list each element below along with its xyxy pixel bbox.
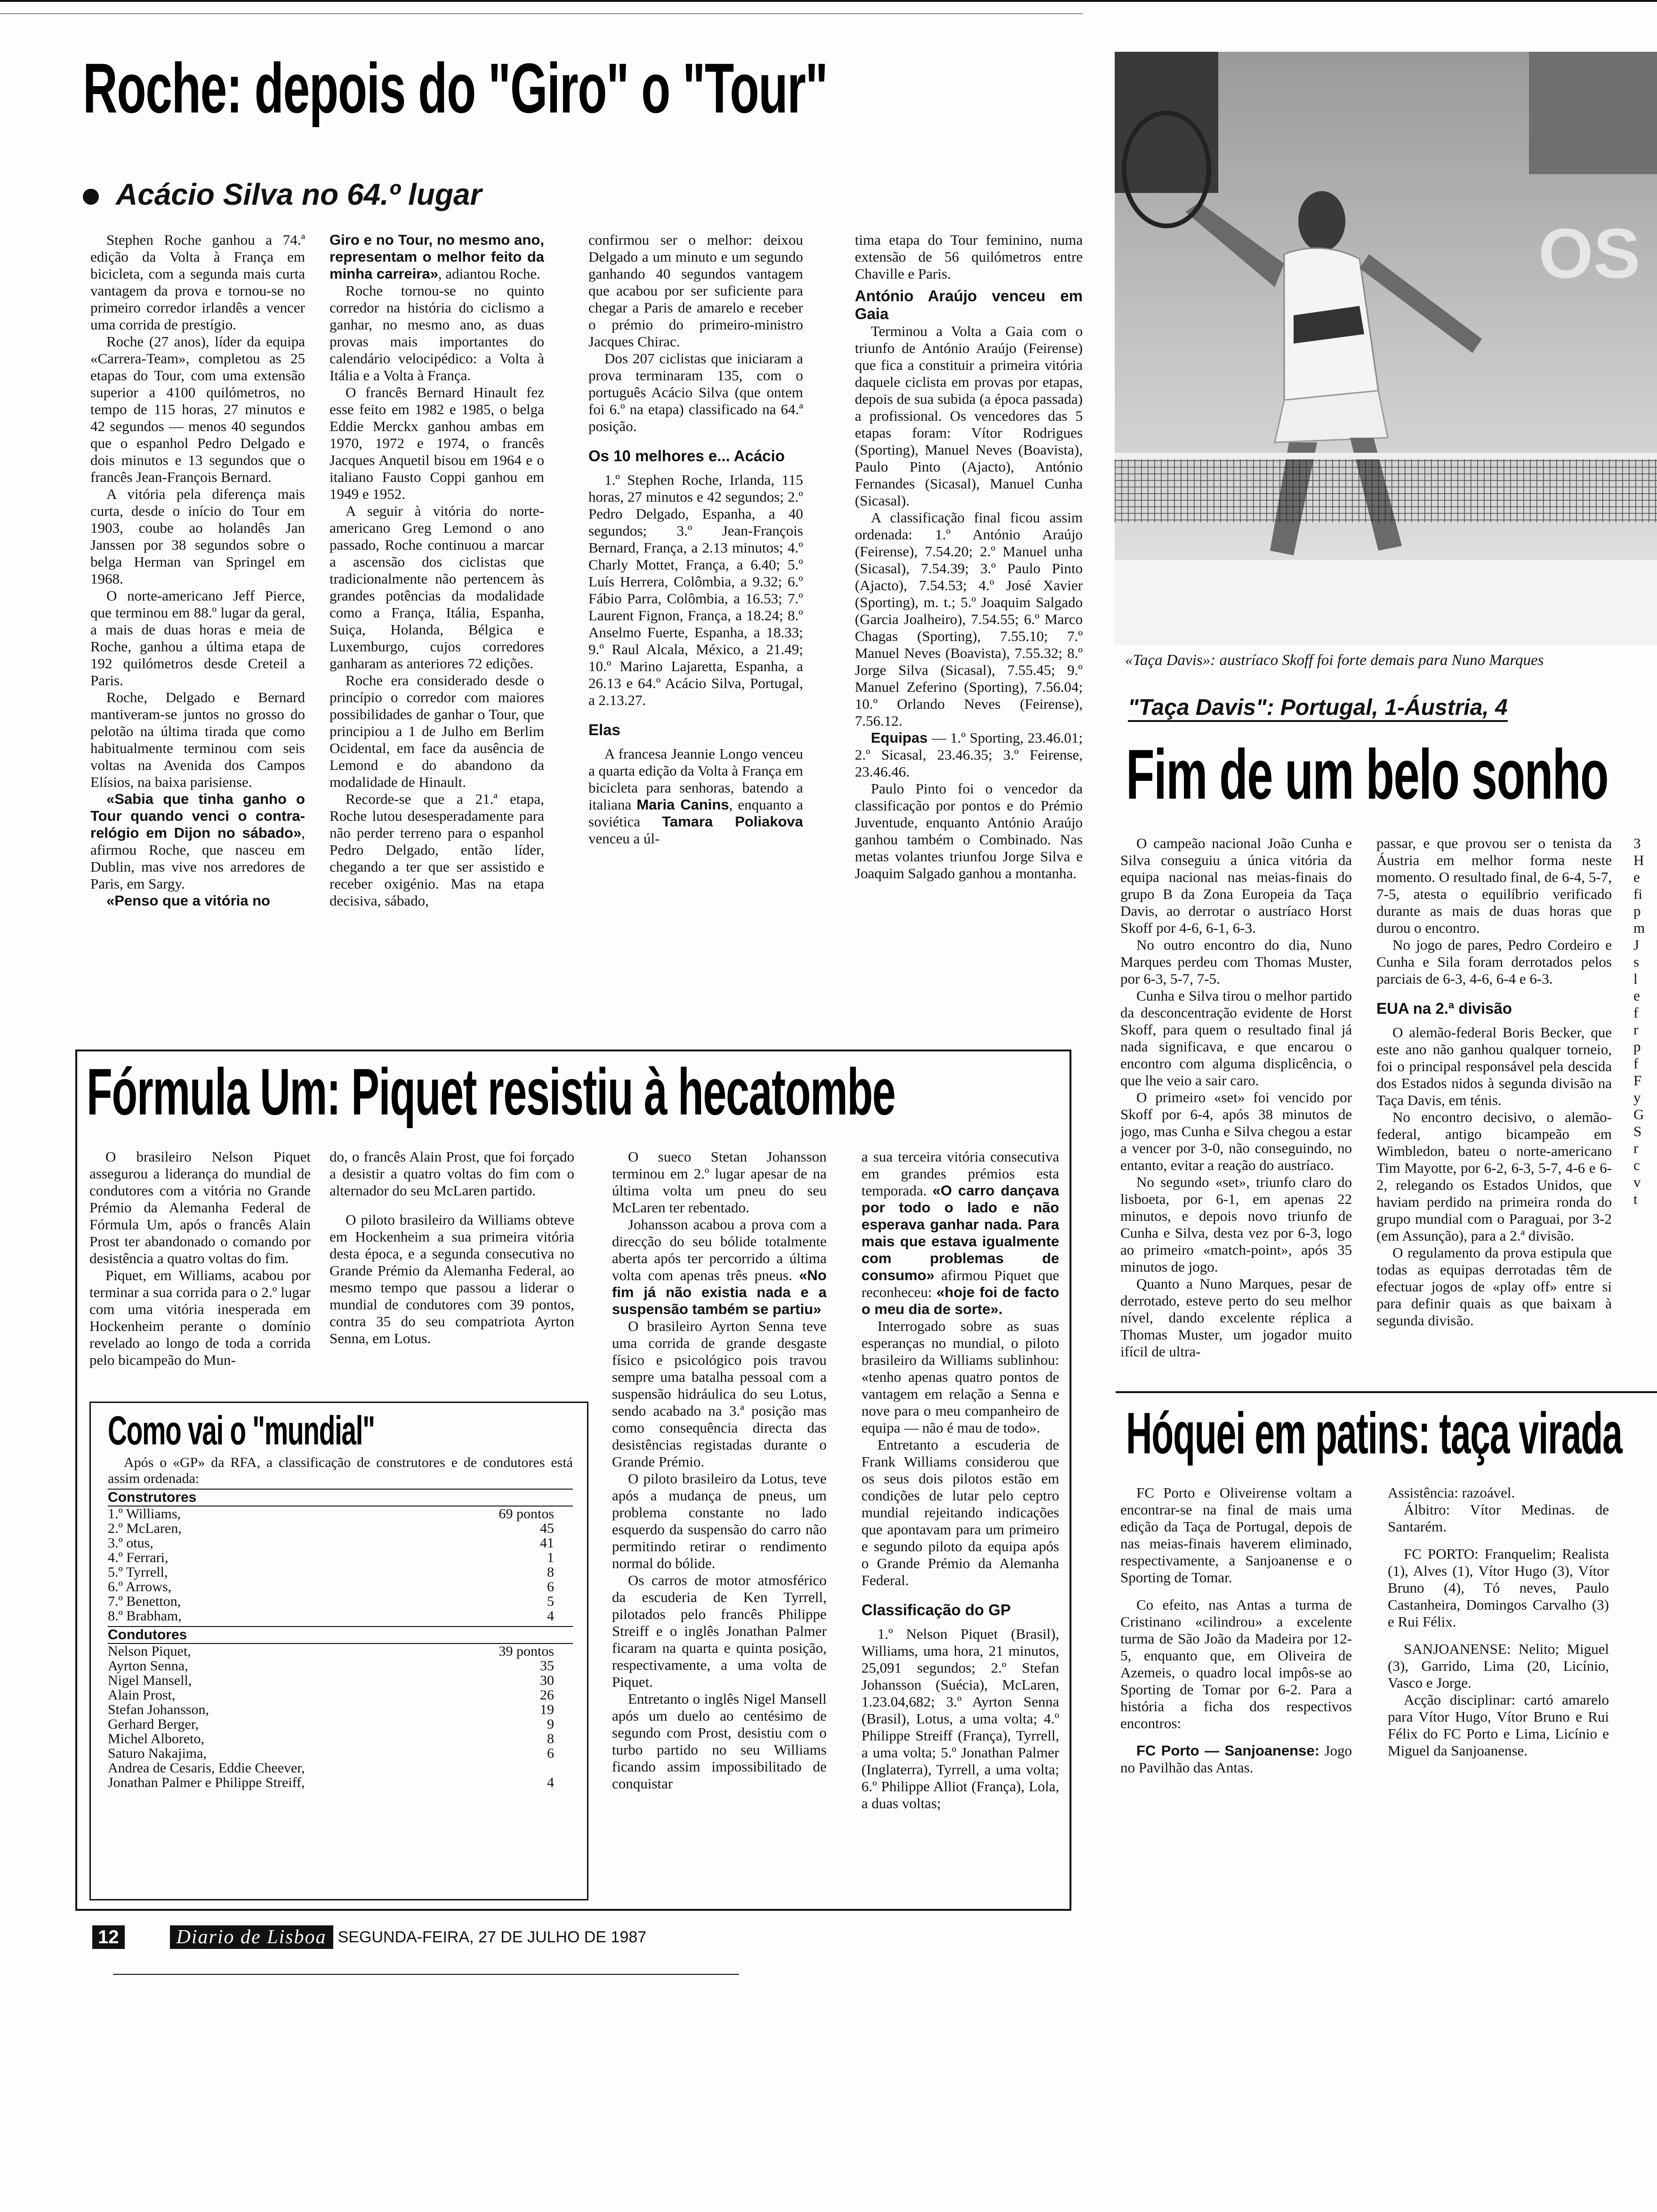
standings-name: Ayrton Senna,: [108, 1658, 188, 1674]
davis-column-1: [1120, 835, 1352, 1386]
paragraph: passar, e que provou ser o tenista da Áustria em melhor forma neste momento. O resultado final, de 6-4, 5-7, 7-5, atesta o equilíbrio verificado durante as mais de duas horas que durou o encontro.: [1376, 835, 1612, 936]
clipped-text: p: [1633, 903, 1641, 919]
paragraph: O alemão-federal Boris Becker, que este ano não ganhou qualquer torneio, foi o principal responsável pela descida dos Estados nidos à segunda divisão na Taça Davis, em ténis.: [1376, 1024, 1612, 1108]
clipped-text: r: [1633, 1140, 1639, 1156]
standings-name: Stefan Johansson,: [108, 1702, 209, 1717]
issue-date: SEGUNDA-FEIRA, 27 DE JULHO DE 1987: [338, 1928, 647, 1946]
davis-column-3-clipped: [1633, 835, 1657, 1386]
quote: Giro e no Tour, no mesmo ano, representam o melhor feito da minha carreira»: [330, 232, 544, 282]
text: Johansson acabou a prova com a direcção do seu bólide totalmente aberta após ter percorrido a última volta com apenas três pneus.: [612, 1216, 827, 1283]
standings-row: [108, 1761, 573, 1775]
paragraph: do, o francês Alain Prost, que foi forçado a desistir a quatro voltas do fim com o alternador do seu McLaren partido.: [330, 1148, 574, 1199]
paragraph: Quanto a Nuno Marques, pesar de derrotado, esteve perto do seu melhor nível, dando excelente réplica a Thomas Muster, um jogador muito ifícil de ultra-: [1120, 1275, 1352, 1360]
quote: «O carro dançava por todo o lado e não esperava ganhar nada. Para mais que estava igualmente com problemas de consumo»: [861, 1182, 1059, 1283]
standings-points: 26: [540, 1687, 554, 1703]
paragraph: [1120, 1742, 1352, 1776]
paragraph: No jogo de pares, Pedro Cordeiro e Cunha e Sila foram derrotados pelos parciais de 6-3, 4-6, 6-4 e 6-3.: [1376, 937, 1612, 987]
standings-row: [108, 1579, 573, 1594]
paragraph: [90, 791, 305, 892]
paragraph: O piloto brasileiro da Lotus, teve após a mudança de pneus, um problema constante no lado esquerdo da suspensão do carro não permitindo retirar o rendimento normal do bólide.: [612, 1470, 827, 1571]
standings-name: Nelson Piquet,: [108, 1643, 191, 1659]
standings-row: [108, 1644, 573, 1659]
bold-name: Tamara Poliakova: [662, 813, 803, 830]
standings-points: 4: [547, 1775, 554, 1790]
paragraph: Roche era considerado desde o princípio o corredor com maiores possibilidades de ganhar o Tour, que principiou a 1 de Julho em Berlim Ocidental, em face da ausência de Lemond e do abandono da modalidade de Hinault.: [330, 672, 544, 790]
paragraph: Dos 207 ciclistas que iniciaram a prova terminaram 135, com o português Acácio Silva (que ontem foi 6.º na etapa) classificado na 64.ª posição.: [588, 350, 803, 434]
standings-name: Alain Prost,: [108, 1687, 176, 1703]
paragraph: Co efeito, nas Antas a turma de Cristinano «cilindrou» a excelente turma de São João da Madeira por 12-5, enquanto que, em Oliveira de Azemeis, o quadro local impôs-se ao Sporting de Tomar por 6-2. Para a história a ficha dos respectivos encontros:: [1120, 1596, 1352, 1731]
standings-row: [108, 1717, 573, 1731]
bold-label: Equipas: [871, 729, 928, 746]
paragraph: O piloto brasileiro da Williams obteve em Hockenheim a sua primeira vitória desta época, e a segunda consecutiva no Grande Prémio da Alemanha Federal, ao mesmo tempo que passou a liderar o mundial de condutores com 39 pontos, contra 35 do seu compatriota Ayrton Senna, em Lotus.: [330, 1211, 574, 1346]
standings-points: 41: [540, 1535, 554, 1551]
clipped-text: l: [1633, 970, 1638, 987]
quote: «Penso que a vitória no: [106, 892, 270, 909]
text: Jogo no Pavilhão das Antas.: [1120, 1742, 1352, 1776]
f1-column-4: [861, 1148, 1059, 1901]
hoquei-column-2: [1388, 1484, 1609, 1908]
tour-column-2: [330, 232, 544, 1036]
standings-name: Michel Alboreto,: [108, 1731, 204, 1747]
standings-points: 4: [547, 1608, 554, 1624]
paragraph: Álbitro: Vítor Medinas. de Santarém.: [1388, 1501, 1609, 1535]
top-rule: [0, 0, 1657, 2]
quote: «No fim já não existia nada e a suspensão também se partiu»: [612, 1267, 827, 1317]
clipped-text: H: [1633, 852, 1644, 868]
drivers-header: Condutores: [108, 1626, 573, 1644]
drivers-table: [108, 1644, 573, 1790]
paragraph: Entretanto o inglês Nigel Mansell após um duelo ao centésimo de segundo com Prost, desistiu com o turbo partido no seu Williams ficando assim impossibilitado de conquistar: [612, 1691, 827, 1792]
paragraph: Piquet, em Williams, acabou por terminar a sua corrida para o 2.º lugar com uma vitória inesperada em Hockenheim perante o domínio revelado ao longo de toda a corrida pelo bicampeão do Mun-: [89, 1267, 311, 1368]
text: , enquanto a soviética: [588, 796, 803, 830]
page-footer: [92, 1925, 742, 1949]
clipped-text: F: [1633, 1072, 1642, 1089]
quote: «hoje foi de facto o meu dia de sorte».: [861, 1284, 1059, 1317]
paragraph: FC Porto e Oliveirense voltam a encontrar-se na final de mais uma edição da Taça de Portugal, depois de nas meias-finais haverem eliminado, respectivamente, a Sanjoanense e o Sporting de Tomar.: [1120, 1484, 1352, 1586]
bullet-icon: [83, 189, 99, 205]
tour-kicker: [83, 178, 482, 211]
tour-column-3: [588, 232, 803, 1036]
standings-name: Gerhard Berger,: [108, 1716, 199, 1732]
standings-row: [108, 1673, 573, 1688]
standings-row: [108, 1550, 573, 1565]
tennis-player-image: [1115, 52, 1657, 645]
standings-name: Andrea de Cesaris, Eddie Cheever,: [108, 1760, 305, 1776]
paragraph: Stephen Roche ganhou a 74.ª edição da Volta à França em bicicleta, com a segunda mais curta vantagem da prova e tornou-se no primeiro corredor irlandês a vencer uma corrida de prestígio.: [90, 232, 305, 333]
clipped-text: J: [1633, 937, 1640, 953]
standings-points: 69 pontos: [499, 1506, 554, 1522]
clipped-text: S: [1633, 1123, 1642, 1139]
hoquei-headline: Hóquei em patins: taça virada: [1126, 1401, 1622, 1466]
clipped-text: fi: [1633, 886, 1642, 902]
standings-box: [89, 1402, 588, 1900]
subheading: EUA na 2.ª divisão: [1376, 1000, 1512, 1017]
paragraph: [90, 892, 305, 909]
top-rule-thin: [0, 13, 1083, 14]
standings-points: 5: [547, 1594, 554, 1609]
text: a sua terceira vitória consecutiva em grandes prémios esta temporada.: [861, 1148, 1059, 1199]
paragraph: O brasileiro Ayrton Senna teve uma corrida de grande desgaste físico e psicológico pois travou sempre uma batalha pessoal com a suspensão hidráulica do seu Lotus, sendo acabado na 3.ª posição mas como consequência directa das desistências registadas durante o Grande Prémio.: [612, 1318, 827, 1470]
paragraph: Roche (27 anos), líder da equipa «Carrera-Team», completou as 25 etapas do Tour, com uma extensão superior a 4100 quilómetros, no tempo de 115 horas, 27 minutos e 42 segundos — menos 40 segundos que o espanhol Pedro Delgado e dois minutos e 13 segundos que o francês Jean-François Bernard.: [90, 333, 305, 485]
f1-headline: Fórmula Um: Piquet resistiu à hecatombe: [87, 1055, 895, 1129]
standings-name: Jonathan Palmer e Philippe Streiff,: [108, 1775, 305, 1790]
paragraph: Os carros de motor atmosférico da escuderia de Ken Tyrrell, pilotados pelo francês Philippe Streiff e o inglês Jonathan Palmer ficaram na quarta e quinta posição, respectivamente, a uma volta de Piquet.: [612, 1572, 827, 1690]
standings-row: [108, 1688, 573, 1702]
match-label: FC Porto — Sanjoanense:: [1136, 1742, 1319, 1759]
clipped-text: f: [1633, 1004, 1639, 1021]
standings-title: Como vai o "mundial": [108, 1408, 375, 1453]
standings-row: [108, 1659, 573, 1673]
standings-points: 39 pontos: [499, 1643, 554, 1659]
standings-intro: Após o «GP» da RFA, a classificação de construtores e de condutores está assim ordenada:: [108, 1455, 573, 1486]
quote: «Sabia que tinha ganho o Tour quando venci o contra-relógio em Dijon no sábado»: [90, 791, 305, 841]
paragraph: A classificação final ficou assim ordenada: 1.º António Araújo (Feirense), 7.54.20; 2.º Manuel unha (Sicasal), 7.54.39; 3.º Paulo Pinto (Ajacto), 7.54.53; 4.º José Xavier (Sporting), m. t.; 5.º Joaquim Salgado (Garcia Joalheiro), 7.54.55; 6.º Marco Chagas (Sporting), 7.55.10; 7.º Manuel Neves (Boavista), 7.55.32; 8.º Jorge Silva (Sicasal), 7.55.45; 9.º Manuel Zeferino (Sporting), 7.56.04; 10.º Orlando Neves (Feirense), 7.56.12.: [855, 509, 1083, 729]
standings-row: [108, 1775, 573, 1790]
hoquei-column-1: [1120, 1484, 1352, 1908]
paragraph: [588, 745, 803, 847]
paragraph: Acção disciplinar: cartó amarelo para Vítor Hugo, Vítor Bruno e Rui Félix do FC Porto e Lima, Licínio e Miguel da Sanjoanense.: [1388, 1691, 1609, 1759]
standings-points: 19: [540, 1702, 554, 1717]
paragraph: A seguir à vitória do norte-americano Greg Lemond o ano passado, Roche continuou a marcar a ascensão dos ciclistas que tradicionalmente não pertencem às grandes potências da modalidade como a França, Itália, Espanha, Suiça, Holanda, Bélgica e Luxemburgo, cujos corredores ganharam as anteriores 72 edições.: [330, 503, 544, 672]
davis-column-2: [1376, 835, 1612, 1386]
paragraph: Recorde-se que a 21.ª etapa, Roche lutou desesperadamente para não perder terreno para o espanhol Pedro Delgado, então líder, chegando a ter que ser assistido e receber oxigénio. Mas na etapa decisiva, sábado,: [330, 791, 544, 909]
standings-points: [446, 1761, 573, 1775]
paragraph: confirmou ser o melhor: deixou Delgado a um minuto e um segundo ganhando 40 segundos vantagem que acabou por ser suficiente para chegar a Paris de amarelo e receber o prémio do primeiro-ministro Jacques Chirac.: [588, 232, 803, 350]
clipped-text: c: [1633, 1157, 1640, 1173]
footer-rule: [113, 1974, 739, 1975]
standings-row: [108, 1521, 573, 1536]
quote-tail: , adiantou Roche.: [438, 265, 540, 282]
hoquei-rule: [1116, 1391, 1657, 1393]
standings-name: 7.º Benetton,: [108, 1594, 181, 1609]
paragraph: SANJOANENSE: Nelito; Miguel (3), Garrido, Lima (20, Licínio, Vasco e Jorge.: [1388, 1641, 1609, 1691]
standings-name: 1.º Williams,: [108, 1506, 181, 1522]
standings-name: 5.º Tyrrell,: [108, 1564, 168, 1580]
paragraph: Paulo Pinto foi o vencedor da classificação por pontos e do Prémio Juventude, enquanto António Araújo ganhou também o Combinado. Nas metas volantes triunfou Jorge Silva e Joaquim Salgado ganhou a montanha.: [855, 780, 1083, 882]
text: A francesa Jeannie Longo venceu a quarta edição da Volta à França em bicicleta para senhoras, batendo a italiana: [588, 745, 803, 813]
paragraph: O norte-americano Jeff Pierce, que terminou em 88.º lugar da geral, a mais de duas horas e meia de Roche, ganhou a última etapa de 192 quilómetros desde Creteil a Paris.: [90, 587, 305, 689]
standings-points: 6: [547, 1579, 554, 1595]
clipped-text: G: [1633, 1106, 1644, 1122]
tour-headline: Roche: depois do "Giro" o "Tour": [83, 48, 828, 128]
standings-row: [108, 1702, 573, 1717]
standings-points: 8: [547, 1731, 554, 1747]
constructors-header: Construtores: [108, 1489, 573, 1507]
standings-row: [108, 1536, 573, 1550]
subheading: Os 10 melhores e... Acácio: [588, 447, 785, 465]
standings-row: [108, 1609, 573, 1623]
standings-row: [108, 1594, 573, 1609]
tour-kicker-text: Acácio Silva no 64.º lugar: [116, 177, 482, 211]
f1-column-2: [330, 1148, 574, 1393]
paragraph: Assistência: razoável.: [1388, 1484, 1515, 1501]
standings-points: 6: [547, 1746, 554, 1761]
clipped-text: e: [1633, 869, 1640, 885]
quote-tail: , afirmou Roche, que nasceu em Dublin, mas vive nos arredores de Paris, em Sargy.: [90, 825, 305, 892]
svg-text:OS: OS: [1538, 214, 1641, 293]
standings-row: [108, 1507, 573, 1521]
paragraph: [861, 1148, 1059, 1318]
paragraph: 1.º Nelson Piquet (Brasil), Williams, uma hora, 21 minutos, 25,091 segundos; 2.º Stefan Johansson (Suécia), McLaren, 1.23.04,682; 3.º Ayrton Senna (Brasil), Lotus, a uma volta; 4.º Philippe Streiff (França), Tyrrell, a uma volta; 5.º Jonathan Palmer (Inglaterra), Tyrrell, a uma volta; 6.º Philippe Alliot (França), Lola, a duas voltas;: [861, 1626, 1059, 1811]
text: afirmou Piquet que reconheceu:: [861, 1267, 1059, 1300]
standings-row: [108, 1565, 573, 1579]
paragraph: Roche, Delgado e Bernard mantiveram-se juntos no grosso do pelotão na última tirada que como habitualmente terminou com seis voltas na Avenida dos Campos Elísios, na baixa parisiense.: [90, 689, 305, 790]
clipped-text: s: [1633, 954, 1640, 970]
clipped-text: v: [1633, 1174, 1641, 1190]
newspaper-masthead: Diario de Lisboa: [170, 1925, 333, 1949]
paragraph: No outro encontro do dia, Nuno Marques perdeu com Thomas Muster, por 6-3, 5-7, 7-5.: [1120, 937, 1352, 987]
standings-points: 35: [540, 1658, 554, 1674]
paragraph: Roche tornou-se no quinto corredor na história do ciclismo a ganhar, no mesmo ano, as duas provas mais importantes do calendário velocipédico: a Volta à Itália e a Volta à França.: [330, 282, 544, 384]
clipped-text: f: [1633, 1055, 1639, 1072]
f1-column-1: [89, 1148, 311, 1393]
paragraph: FC PORTO: Franquelim; Realista (1), Alves (1), Vítor Hugo (3), Vítor Bruno (4), Tó neves, Paulo Castanheira, Domingos Carvalho (3) e Rui Félix.: [1388, 1546, 1609, 1630]
standings-points: 8: [547, 1564, 554, 1580]
paragraph: No segundo «set», triunfo claro do lisboeta, por 6-1, em apenas 22 minutos, e depois novo triunfo de Cunha e Silva, desta vez por 6-3, logo ao primeiro «match-point», após 35 minutos de jogo.: [1120, 1174, 1352, 1275]
paragraph: O brasileiro Nelson Piquet assegurou a liderança do mundial de condutores com a vitória no Grande Prémio da Alemanha Federal de Fórmula Um, após o francês Alain Prost ter abandonado o comando por desistência a quatro voltas do fim.: [89, 1148, 311, 1266]
subheading: António Araújo venceu em Gaia: [855, 287, 1083, 322]
clipped-text: r: [1633, 1021, 1639, 1038]
tour-column-4: [855, 232, 1083, 1036]
paragraph: A vitória pela diferença mais curta, desde o início do Tour em 1903, coube ao holandês Jan Janssen por 38 segundos sobre o belga Herman van Springel em 1968.: [90, 486, 305, 587]
paragraph: O sueco Stetan Johansson terminou em 2.º lugar apesar de na última volta um pneu do seu McLaren ter rebentado.: [612, 1148, 827, 1216]
subheading: Elas: [588, 721, 620, 738]
paragraph: Entretanto a escuderia de Frank Williams considerou que os seus dois pilotos estão em condições de lutar pelo ceptro mundial rejeitando indicações que apontavam para um primeiro e segundo piloto da equipa após o Grande Prémio da Alemanha Federal.: [861, 1436, 1059, 1588]
clipped-text: 3: [1633, 835, 1641, 851]
tennis-photo: [1115, 52, 1657, 645]
standings-name: Nigel Mansell,: [108, 1673, 192, 1688]
davis-kicker: "Taça Davis": Portugal, 1-Áustria, 4: [1128, 696, 1508, 722]
standings-row: [108, 1746, 573, 1761]
paragraph: [855, 729, 1083, 780]
davis-headline: Fim de um belo sonho: [1126, 735, 1609, 814]
standings-name: 4.º Ferrari,: [108, 1550, 169, 1565]
paragraph: Cunha e Silva tirou o melhor partido da desconcentração evidente de Horst Skoff, para quem o resultado final já nada significava, e que encarou o encontro com alguma displicência, o que lhe veio a sair caro.: [1120, 987, 1352, 1089]
tennis-photo-caption: «Taça Davis»: austríaco Skoff foi forte demais para Nuno Marques: [1125, 652, 1544, 669]
paragraph: O francês Bernard Hinault fez esse feito em 1982 e 1985, o belga Eddie Merckx ganhou ambas em 1970, 1972 e 1974, o francês Jacques Anquetil bisou em 1964 e o italiano Fausto Coppi ganhou em 1949 e 1952.: [330, 384, 544, 502]
clipped-text: y: [1633, 1089, 1641, 1106]
standings-name: 8.º Brabham,: [108, 1608, 182, 1624]
clipped-text: e: [1633, 987, 1640, 1004]
standings-name: Saturo Nakajima,: [108, 1746, 207, 1761]
page-number: 12: [92, 1925, 125, 1949]
paragraph: Terminou a Volta a Gaia com o triunfo de António Araújo (Feirense) que fica a constituir a primeira vitória daquele ciclista em provas por etapas, depois de sua subida (a época passada) a profissional. Os vencedores das 5 etapas foram: Vítor Rodrigues (Sporting), Manuel Neves (Boavista), Paulo Pinto (Ajacto), António Fernandes (Sicasal), Manuel Cunha (Sicasal).: [855, 323, 1083, 509]
tour-column-1: [90, 232, 305, 1036]
standings-points: 30: [540, 1673, 554, 1688]
paragraph: [330, 232, 544, 282]
paragraph: tima etapa do Tour feminino, numa extensão de 56 quilómetros entre Chaville e Paris.: [855, 232, 1083, 282]
paragraph: [612, 1216, 827, 1318]
standings-row: [108, 1731, 573, 1746]
paragraph: No encontro decisivo, o alemão-federal, antigo bicampeão em Wimbledon, bateu o norte-americano Tim Mayotte, por 6-2, 6-3, 5-7, 4-6 e 6-2, relegando os Estados Unidos, que haviam perdido na primeira ronda do grupo mundial com o Paraguai, por 3-2 (em Assunção), para a 2.ª divisão.: [1376, 1109, 1612, 1244]
standings-points: 45: [540, 1521, 554, 1536]
standings-points: 9: [547, 1716, 554, 1732]
paragraph: O primeiro «set» foi vencido por Skoff por 6-4, após 38 minutos de jogo, mas Cunha e Silva chegou a estar a vencer por 3-0, não conseguindo, no entanto, evitar a reação do austríaco.: [1120, 1089, 1352, 1173]
paragraph: O regulamento da prova estipula que todas as equipas derrotadas têm de efectuar jogos de «play off» entre si para definir quais as que baixam à segunda divisão.: [1376, 1244, 1612, 1329]
standings-points: 1: [547, 1550, 554, 1565]
text: venceu a úl-: [588, 830, 660, 847]
bold-name: Maria Canins: [636, 796, 729, 813]
text: — 1.º Sporting, 23.46.01; 2.º Sicasal, 23.46.35; 3.º Feirense, 23.46.46.: [855, 729, 1083, 780]
f1-column-3: [612, 1148, 827, 1901]
clipped-text: m: [1633, 920, 1645, 936]
clipped-text: p: [1633, 1038, 1641, 1055]
standings-name: 6.º Arrows,: [108, 1579, 172, 1595]
standings-name: 3.º otus,: [108, 1535, 153, 1551]
subheading: Classificação do GP: [861, 1601, 1011, 1619]
paragraph: 1.º Stephen Roche, Irlanda, 115 horas, 27 minutos e 42 segundos; 2.º Pedro Delgado, Espanha, a 40 segundos; 3.º Jean-François Bernard, França, a 2.13 minutos; 4.º Charly Mottet, França, a 6.40; 5.º Luís Herrera, Colômbia, a 9.32; 6.º Fábio Parra, Colômbia, a 16.53; 7.º Laurent Fignon, França, a 18.24; 8.º Anselmo Fuerte, Espanha, a 18.33; 9.º Raul Alcala, México, a 21.49; 10.º Marino Lajaretta, Espanha, a 26.13 e 64.º Acácio Silva, Portugal, a 2.13.27.: [588, 472, 803, 708]
clipped-text: t: [1633, 1191, 1638, 1207]
paragraph: O campeão nacional João Cunha e Silva conseguiu a única vitória da equipa nacional nas meias-finais do grupo B da Zona Europeia da Taça Davis, ao derrotar o austríaco Horst Skoff por 4-6, 6-1, 6-3.: [1120, 835, 1352, 936]
standings-name: 2.º McLaren,: [108, 1521, 182, 1536]
paragraph: Interrogado sobre as suas esperanças no mundial, o piloto brasileiro da Williams sublinhou: «tenho apenas quatro pontos de vantagem em relação a Senna e nove para o meu companheiro de equipa — não é mau de todo».: [861, 1318, 1059, 1436]
constructors-table: [108, 1507, 573, 1623]
